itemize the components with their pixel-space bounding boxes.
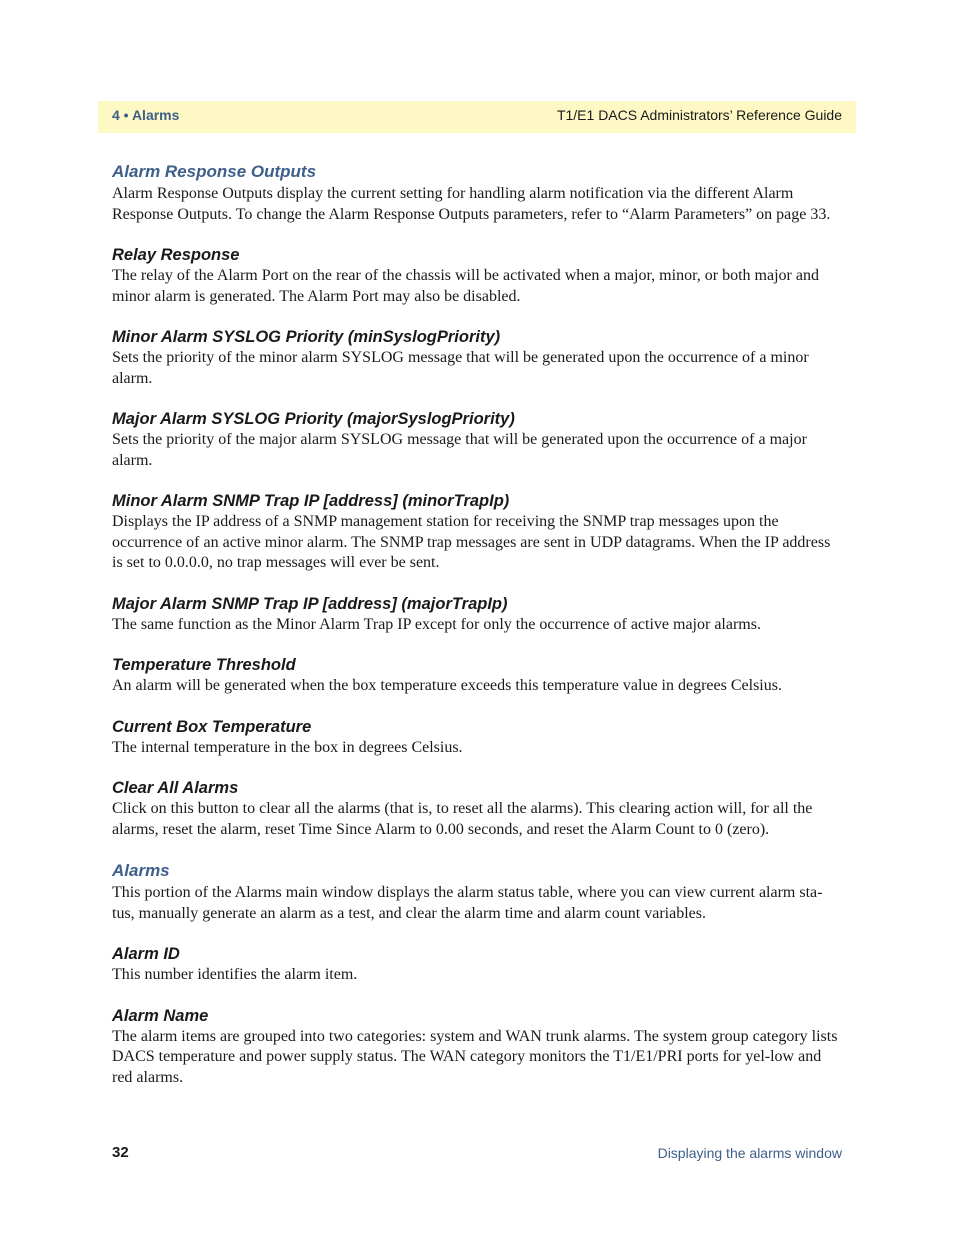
subsection-body: This number identifies the alarm item.	[112, 966, 358, 983]
subsection-min-syslog-priority	[112, 326, 844, 389]
subsection-current-box-temperature	[112, 716, 844, 759]
footer-section-title: Displaying the alarms window	[657, 1145, 842, 1161]
subsection-body: The internal temperature in the box in degrees Celsius.	[112, 738, 463, 756]
subsection-title: Major Alarm SNMP Trap IP [address] (majorTrapIp)	[112, 594, 508, 613]
page-content	[112, 160, 844, 1107]
subsection-title: Major Alarm SYSLOG Priority (majorSyslogPriority)	[112, 410, 515, 428]
running-header	[98, 101, 856, 133]
subsection-minor-trap-ip	[112, 490, 844, 574]
subsection-body: The relay of the Alarm Port on the rear of the chassis will be activated when a major, minor, or both major and minor alarm is generated. The Alarm Port may also be disabled.	[112, 267, 819, 305]
subsection-body: The alarm items are grouped into two categories: system and WAN trunk alarms. The system group category lists DACS temperature and power supply status. The WAN category monitors the T1/E1/PRI ports for yel-low and red alarms.	[112, 1027, 838, 1086]
subsection-body: Sets the priority of the major alarm SYSLOG message that will be generated upon the occurrence of a major alarm.	[112, 431, 807, 469]
subsection-major-trap-ip	[112, 593, 844, 636]
subsection-alarm-id	[112, 943, 844, 986]
subsection-title: Alarm ID	[112, 945, 180, 963]
chapter-label: 4 • Alarms	[112, 107, 180, 123]
subsection-relay-response	[112, 244, 844, 307]
subsection-major-syslog-priority	[112, 408, 844, 471]
page-number: 32	[112, 1144, 129, 1161]
section-intro	[112, 883, 844, 924]
subsection-title: Alarm Name	[112, 1006, 209, 1025]
section-body: This portion of the Alarms main window displays the alarm status table, where you can view current alarm sta-tus, manually generate an alarm as a test, and clear the alarm time and alarm count variables.	[112, 884, 823, 922]
subsection-title: Relay Response	[112, 246, 240, 264]
section-body: Alarm Response Outputs display the current setting for handling alarm notification via the different Alarm Response Outputs. To change the Alarm Response Outputs parameters, refer to “Alarm Parameters” on page 33.	[112, 185, 831, 223]
subsection-title: Minor Alarm SNMP Trap IP [address] (minorTrapIp)	[112, 492, 510, 510]
guide-title: T1/E1 DACS Administrators’ Reference Guide	[556, 107, 842, 123]
subsection-body: The same function as the Minor Alarm Trap IP except for only the occurrence of active major alarms.	[112, 615, 761, 633]
section-intro	[112, 184, 844, 225]
subsection-title: Temperature Threshold	[112, 656, 296, 674]
subsection-title: Minor Alarm SYSLOG Priority (minSyslogPriority)	[112, 328, 501, 346]
subsection-body: Displays the IP address of a SNMP management station for receiving the SNMP trap messages upon the occurrence of an active minor alarm. The SNMP trap messages are sent in UDP datagrams. When the IP address is set to 0.0.0.0, no trap messages will ever be sent.	[112, 513, 831, 571]
subsection-title: Clear All Alarms	[112, 779, 239, 797]
subsection-body: Click on this button to clear all the alarms (that is, to reset all the alarms). This clearing action will, for all the alarms, reset the alarm, reset Time Since Alarm to 0.00 seconds, and reset the Alarm Count to 0 (zero).	[112, 800, 813, 838]
subsection-temperature-threshold	[112, 654, 844, 697]
subsection-body: Sets the priority of the minor alarm SYSLOG message that will be generated upon the occurrence of a minor alarm.	[112, 349, 809, 387]
subsection-alarm-name	[112, 1005, 844, 1089]
section-title-alarms: Alarms	[112, 861, 170, 880]
section-title-alarm-response-outputs: Alarm Response Outputs	[112, 162, 317, 181]
subsection-clear-all-alarms	[112, 777, 844, 840]
subsection-body: An alarm will be generated when the box temperature exceeds this temperature value in degrees Celsius.	[112, 677, 782, 694]
subsection-title: Current Box Temperature	[112, 717, 312, 736]
